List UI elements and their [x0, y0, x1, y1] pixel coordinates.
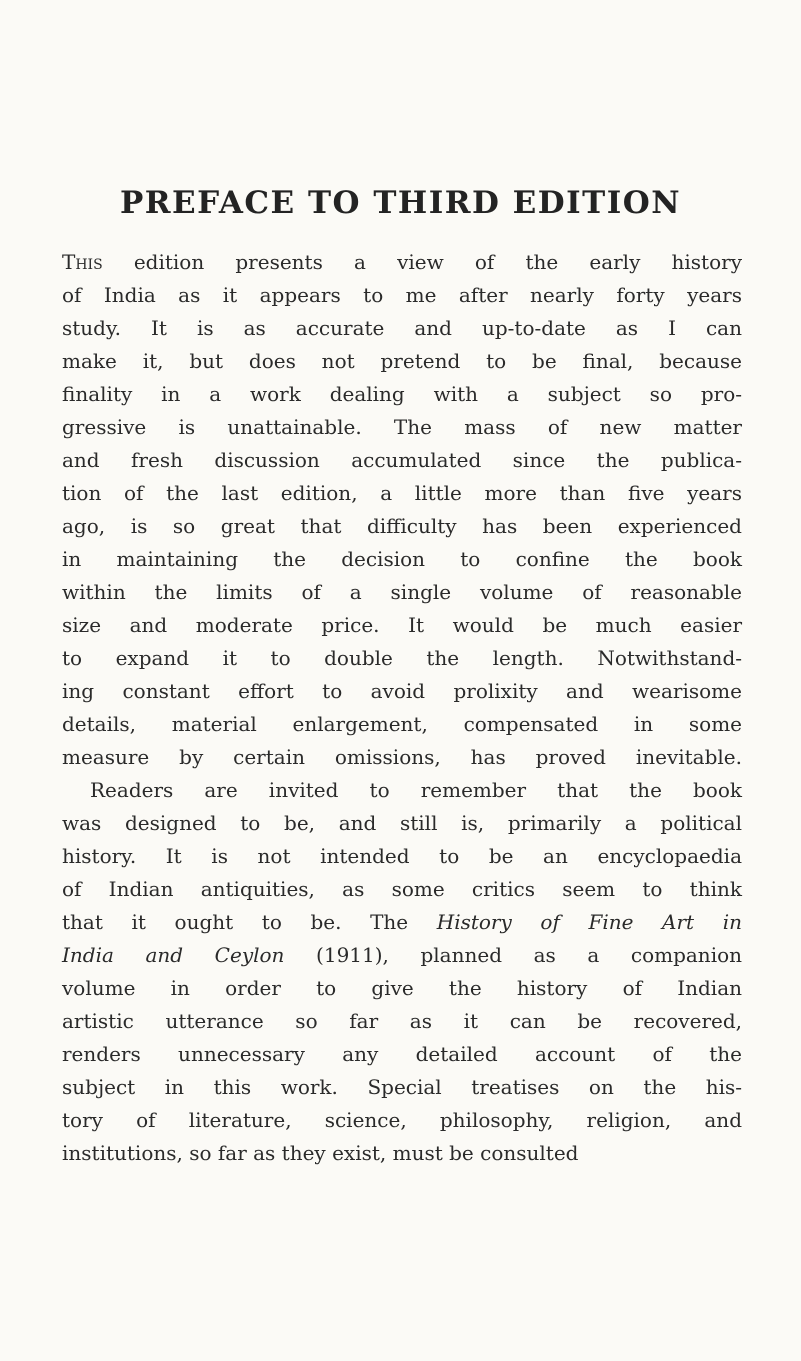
text-line: volume in order to give the history of Indian [62, 976, 742, 1000]
text-line: to expand it to double the length. Notwithstand- [62, 646, 742, 670]
page-title: PREFACE TO THIRD EDITION [119, 185, 682, 221]
text-line: subject in this work. Special treatises on the his- [62, 1075, 742, 1099]
text-line: and fresh discussion accumulated since the publica- [62, 448, 742, 472]
text-line: renders unnecessary any detailed account of the [62, 1042, 742, 1066]
text-line: in maintaining the decision to confine the book [62, 547, 742, 571]
text-line: of Indian antiquities, as some critics seem to think [62, 877, 742, 901]
text-line: Readers are invited to remember that the book [90, 778, 742, 802]
text-line: institutions, so far as they exist, must be consulted [62, 1141, 579, 1165]
text-line: ing constant effort to avoid prolixity and wearisome [62, 679, 742, 703]
text-line: measure by certain omissions, has proved inevitable. [62, 745, 742, 769]
text-line: history. It is not intended to be an encyclopaedia [62, 844, 742, 868]
text-line: details, material enlargement, compensated in some [62, 712, 742, 736]
text-line: of India as it appears to me after nearly forty years [62, 283, 742, 307]
text-line: size and moderate price. It would be much easier [62, 613, 742, 637]
text-line: within the limits of a single volume of reasonable [62, 580, 742, 604]
preface-body [62, 246, 742, 1170]
text-line: ago, is so great that difficulty has been experienced [62, 514, 742, 538]
text-line: India and Ceylon (1911), planned as a companion [62, 943, 743, 967]
text-line: tory of literature, science, philosophy, religion, and [62, 1108, 742, 1132]
text-line: finality in a work dealing with a subject so pro- [62, 382, 742, 406]
text-line: tion of the last edition, a little more than five years [62, 481, 742, 505]
text-line: gressive is unattainable. The mass of new matter [62, 415, 742, 439]
text-line: was designed to be, and still is, primarily a political [62, 811, 742, 835]
text-line: make it, but does not pretend to be final, because [62, 349, 742, 373]
text-line: This edition presents a view of the early history [62, 250, 742, 274]
text-line: that it ought to be. The History of Fine Art in [62, 910, 742, 934]
text-line: study. It is as accurate and up-to-date as I can [62, 316, 742, 340]
text-line: artistic utterance so far as it can be recovered, [62, 1009, 742, 1033]
